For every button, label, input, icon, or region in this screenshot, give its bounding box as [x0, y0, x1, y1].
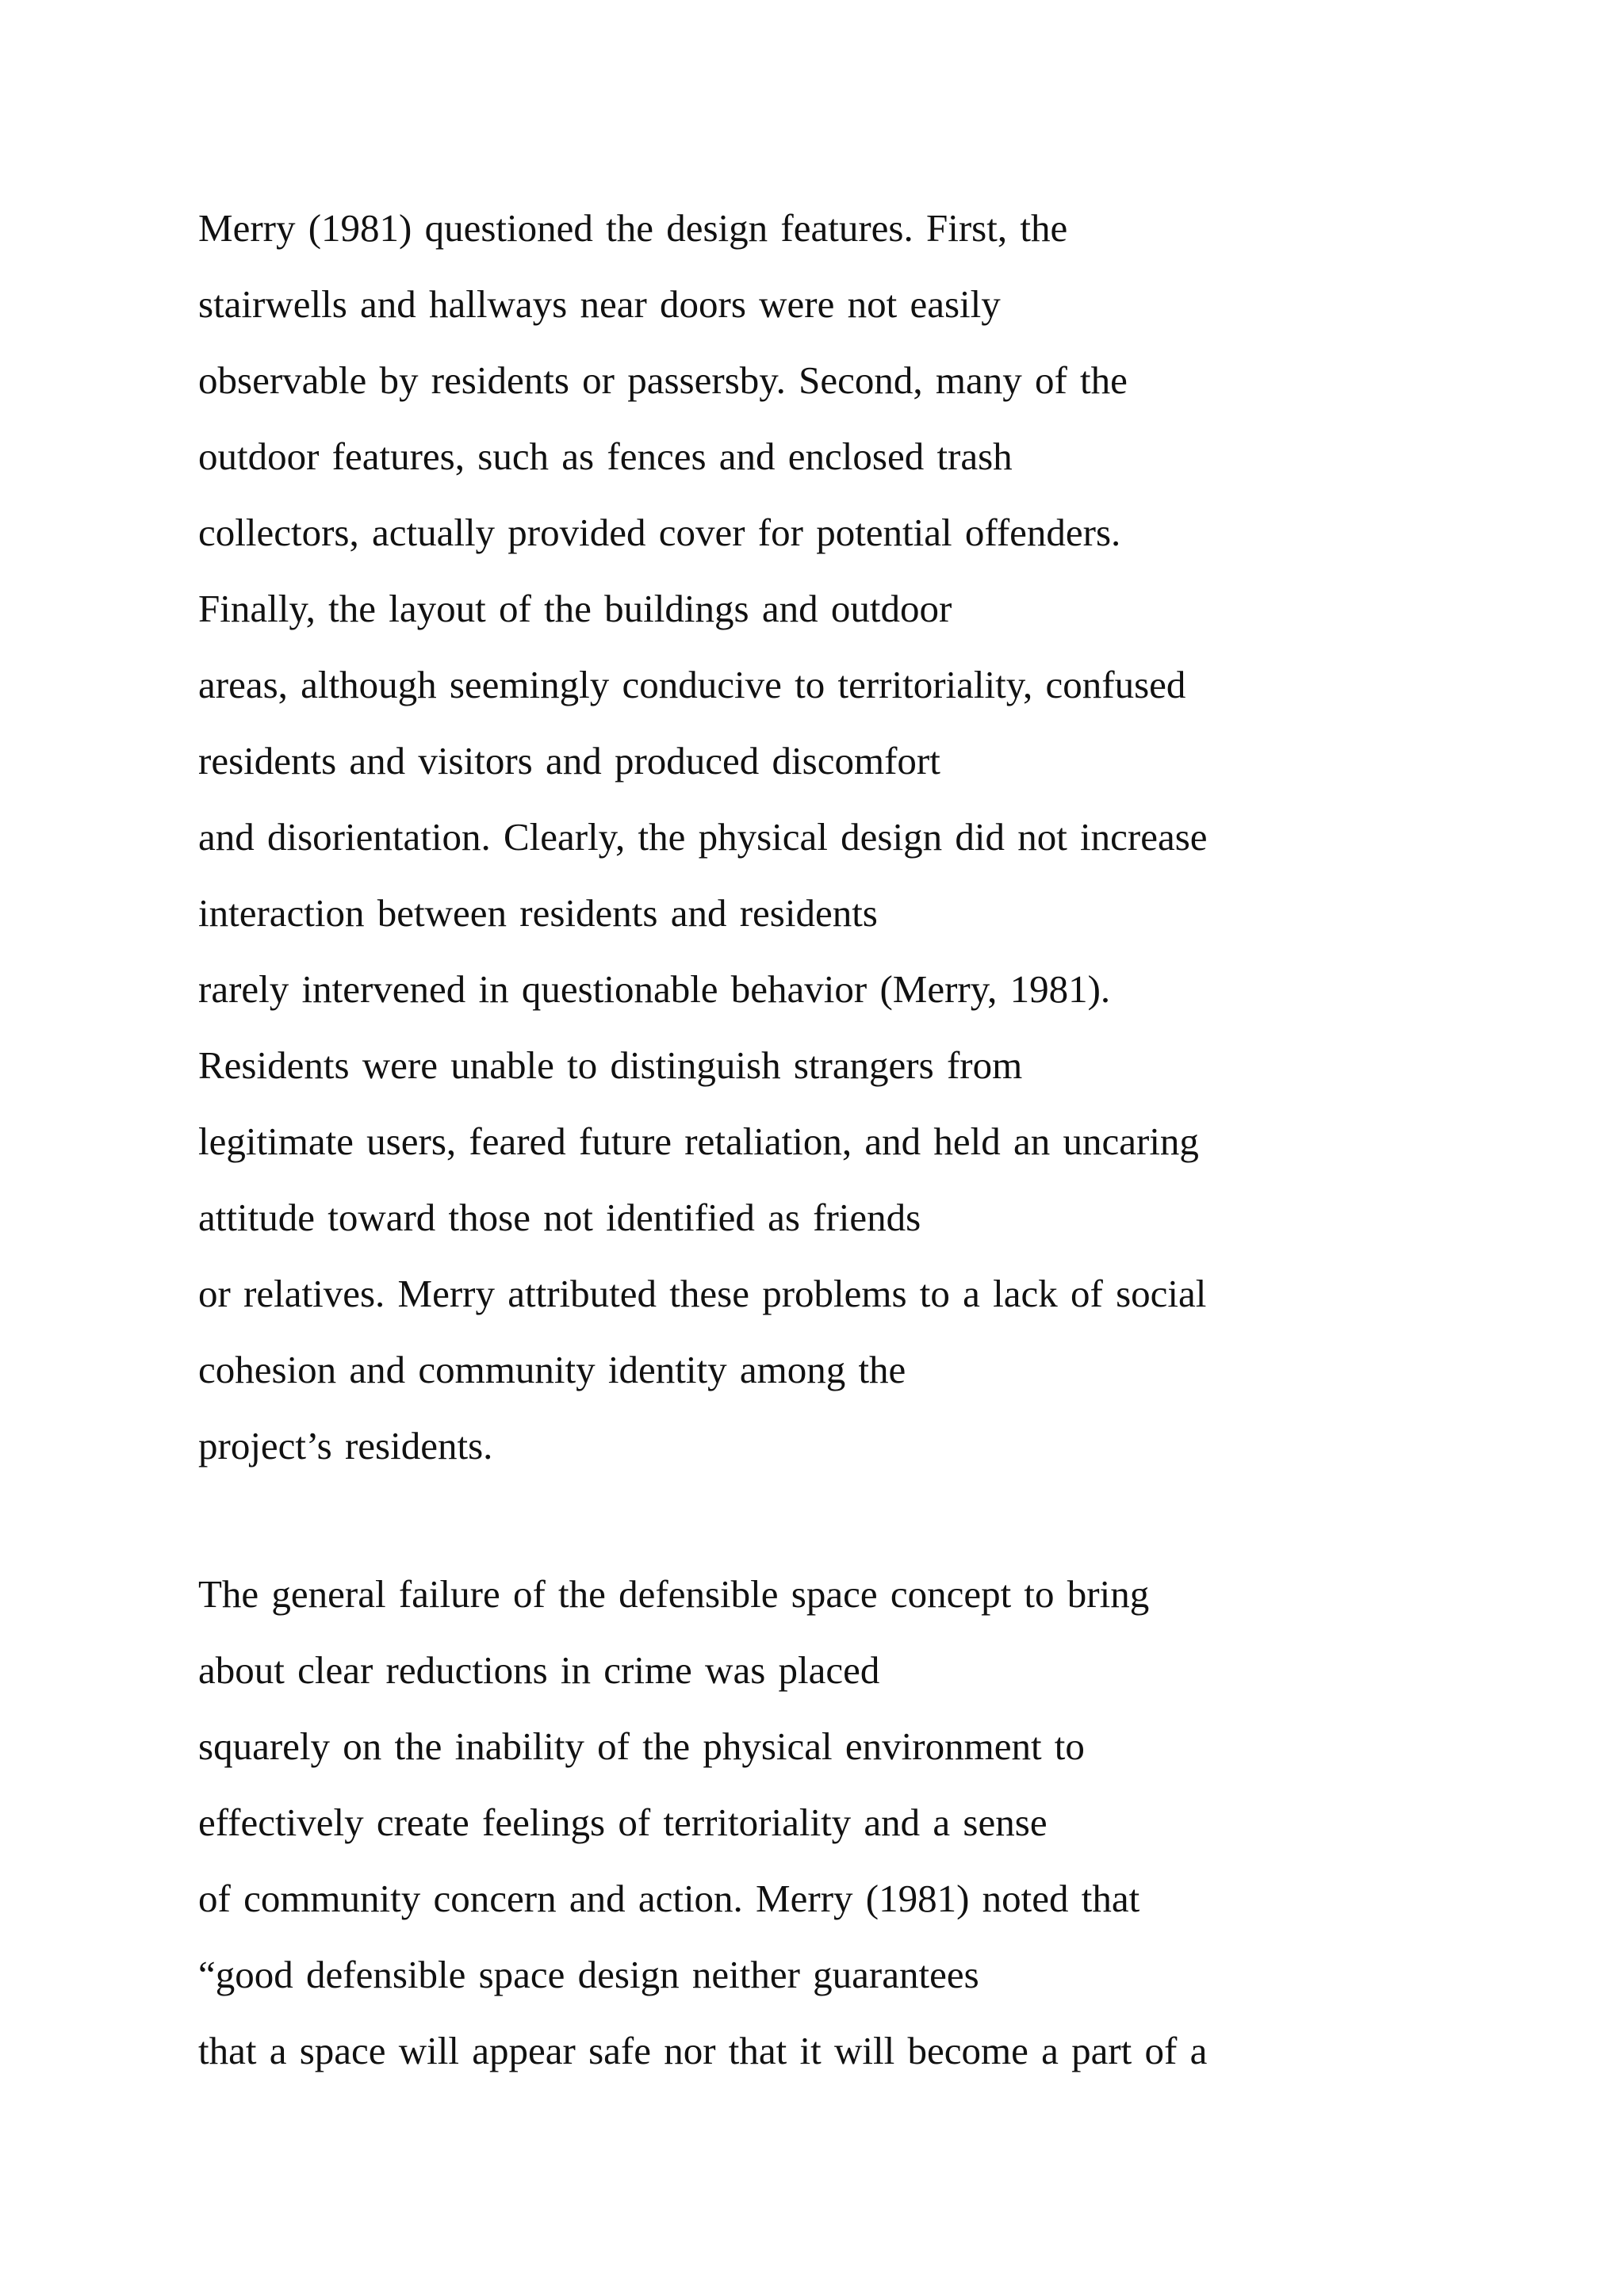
text-line: Residents were unable to distinguish strangers from — [198, 1043, 1023, 1087]
paragraph-2 — [198, 1556, 1546, 2089]
text-line: The general failure of the defensible space concept to bring — [198, 1572, 1150, 1616]
text-line: areas, although seemingly conducive to territoriality, confused — [198, 663, 1186, 706]
text-line: rarely intervened in questionable behavior (Merry, 1981). — [198, 967, 1111, 1011]
text-line: squarely on the inability of the physical environment to — [198, 1724, 1085, 1768]
text-line: residents and visitors and produced discomfort — [198, 739, 940, 783]
text-line: project’s residents. — [198, 1424, 493, 1468]
text-line: cohesion and community identity among the — [198, 1348, 906, 1391]
text-line: of community concern and action. Merry (1981) noted that — [198, 1877, 1140, 1920]
text-line: effectively create feelings of territoriality and a sense — [198, 1800, 1048, 1844]
text-line: interaction between residents and residents — [198, 891, 878, 935]
text-line: outdoor features, such as fences and enclosed trash — [198, 434, 1013, 478]
text-line: stairwells and hallways near doors were not easily — [198, 282, 1001, 326]
text-line: about clear reductions in crime was placed — [198, 1648, 880, 1692]
paragraph-1 — [198, 190, 1546, 1484]
text-line: that a space will appear safe nor that it will become a part of a — [198, 2029, 1208, 2072]
text-line: “good defensible space design neither guarantees — [198, 1953, 979, 1996]
text-line: collectors, actually provided cover for potential offenders. — [198, 511, 1121, 554]
text-line: Finally, the layout of the buildings and outdoor — [198, 587, 952, 630]
text-line: or relatives. Merry attributed these problems to a lack of social — [198, 1272, 1207, 1315]
text-line: attitude toward those not identified as friends — [198, 1196, 921, 1239]
text-line: Merry (1981) questioned the design features. First, the — [198, 206, 1068, 250]
text-line: legitimate users, feared future retaliation, and held an uncaring — [198, 1119, 1199, 1163]
text-line: and disorientation. Clearly, the physical design did not increase — [198, 815, 1208, 859]
text-line: observable by residents or passersby. Second, many of the — [198, 358, 1128, 402]
